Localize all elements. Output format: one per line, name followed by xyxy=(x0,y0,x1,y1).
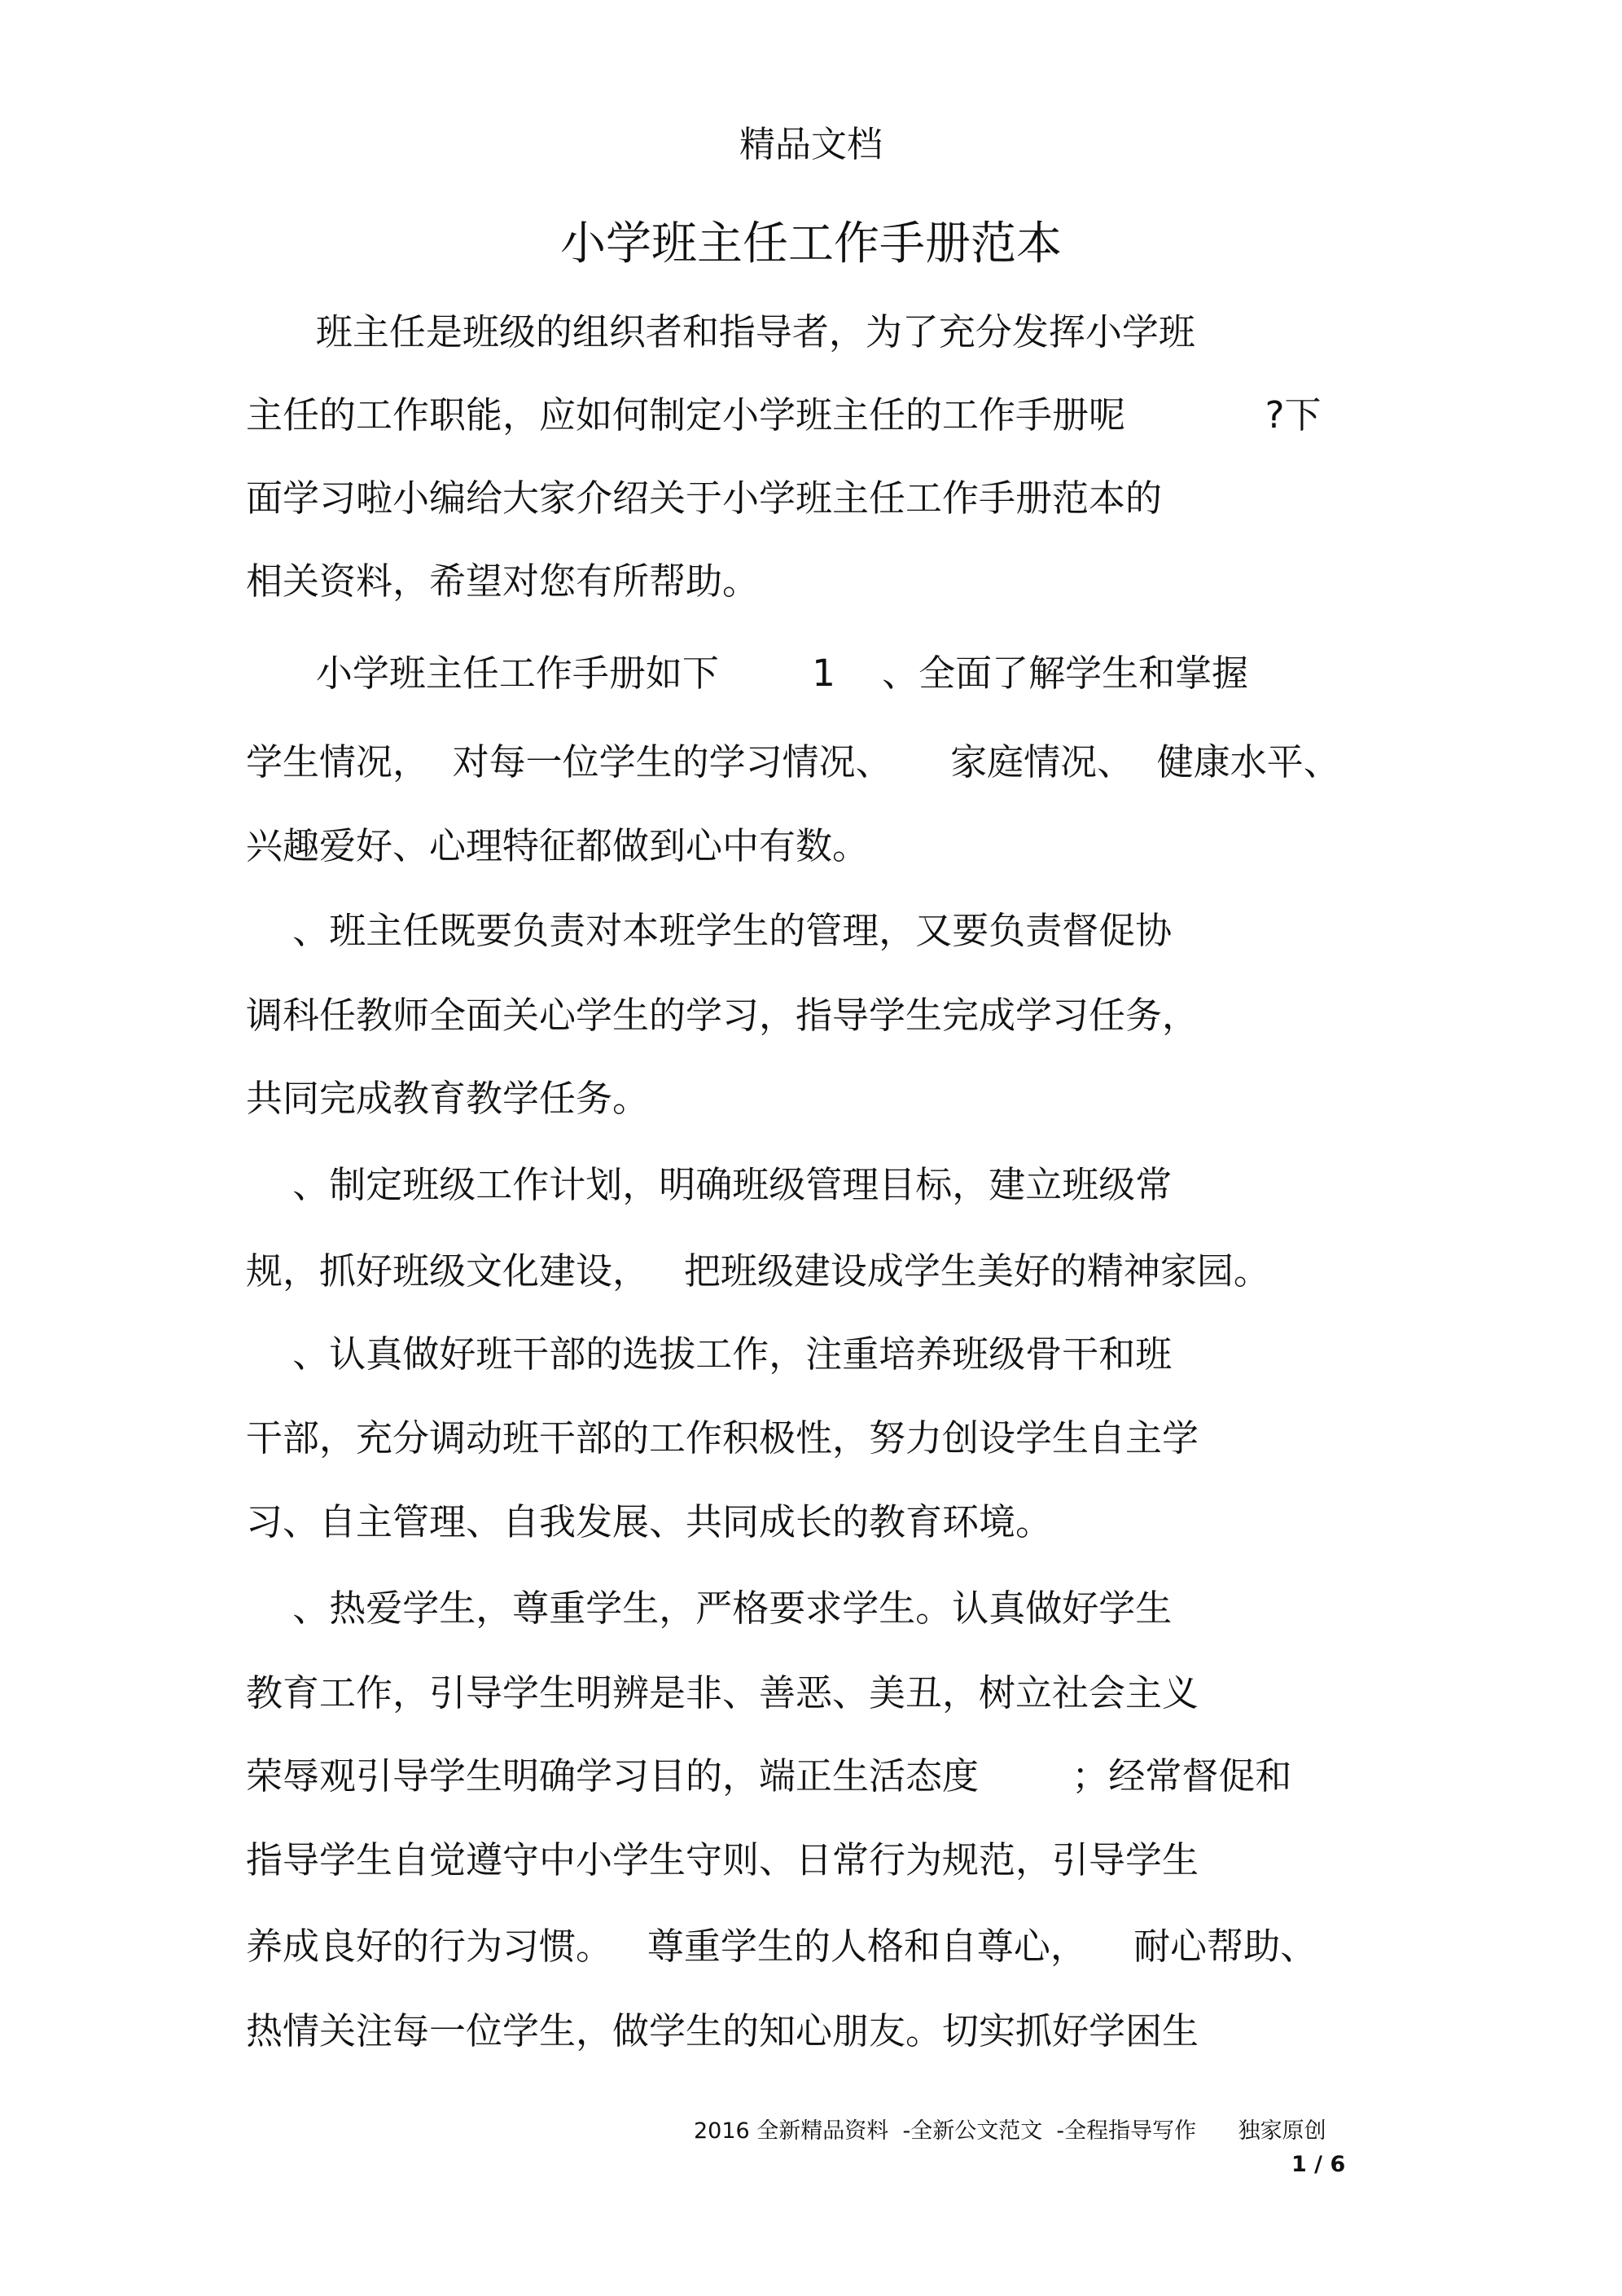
text-line: 班主任是班级的组织者和指导者，为了充分发挥小学班 xyxy=(246,310,1195,353)
text-line: 习、自主管理、自我发展、共同成长的教育环境。 xyxy=(246,1500,1053,1543)
text-line: 调科任教师全面关心学生的学习，指导学生完成学习任务， xyxy=(246,994,1199,1037)
text-line: 干部，充分调动班干部的工作积极性，努力创设学生自主学 xyxy=(246,1416,1199,1460)
text-line: 兴趣爱好、心理特征都做到心中有数。 xyxy=(246,824,870,867)
text-line: 规，抓好班级文化建设， 把班级建设成学生美好的精神家园。 xyxy=(246,1249,1270,1293)
text-line: 学生情况， 对每一位学生的学习情况、 家庭情况、 健康水平、 xyxy=(246,740,1340,784)
text-line: 小学班主任工作手册如下 1 、全面了解学生和掌握 xyxy=(246,652,1249,695)
text-line: 指导学生自觉遵守中小学生守则、日常行为规范，引导学生 xyxy=(246,1838,1199,1881)
text-line: 相关资料，希望对您有所帮助。 xyxy=(246,560,760,603)
text-line: 养成良好的行为习惯。 尊重学生的人格和自尊心， 耐心帮助、 xyxy=(246,1925,1317,1968)
text-line: 热情关注每一位学生，做学生的知心朋友。切实抓好学困生 xyxy=(246,2009,1199,2052)
text-line: 、制定班级工作计划，明确班级管理目标，建立班级常 xyxy=(246,1163,1173,1206)
text-line: 教育工作，引导学生明辨是非、善恶、美丑，树立社会主义 xyxy=(246,1671,1199,1714)
document-title: 小学班主任工作手册范本 xyxy=(560,217,1062,270)
page-number: 1 / 6 xyxy=(1291,2152,1346,2177)
text-line: 、热爱学生，尊重学生，严格要求学生。认真做好学生 xyxy=(246,1587,1173,1630)
text-line: 主任的工作职能，应如何制定小学班主任的工作手册呢 ?下 xyxy=(246,393,1322,437)
text-line: 面学习啦小编给大家介绍关于小学班主任工作手册范本的 xyxy=(246,476,1163,520)
text-line: 、班主任既要负责对本班学生的管理，又要负责督促协 xyxy=(246,909,1173,952)
text-line: 、认真做好班干部的选拔工作，注重培养班级骨干和班 xyxy=(246,1332,1173,1376)
footer-text: 2016 全新精品资料 -全新公文范文 -全程指导写作 独家原创 xyxy=(694,2118,1326,2144)
text-line: 共同完成教育教学任务。 xyxy=(246,1077,650,1120)
text-line: 荣辱观引导学生明确学习目的，端正生活态度 ；经常督促和 xyxy=(246,1754,1292,1798)
header-label: 精品文档 xyxy=(739,124,883,165)
